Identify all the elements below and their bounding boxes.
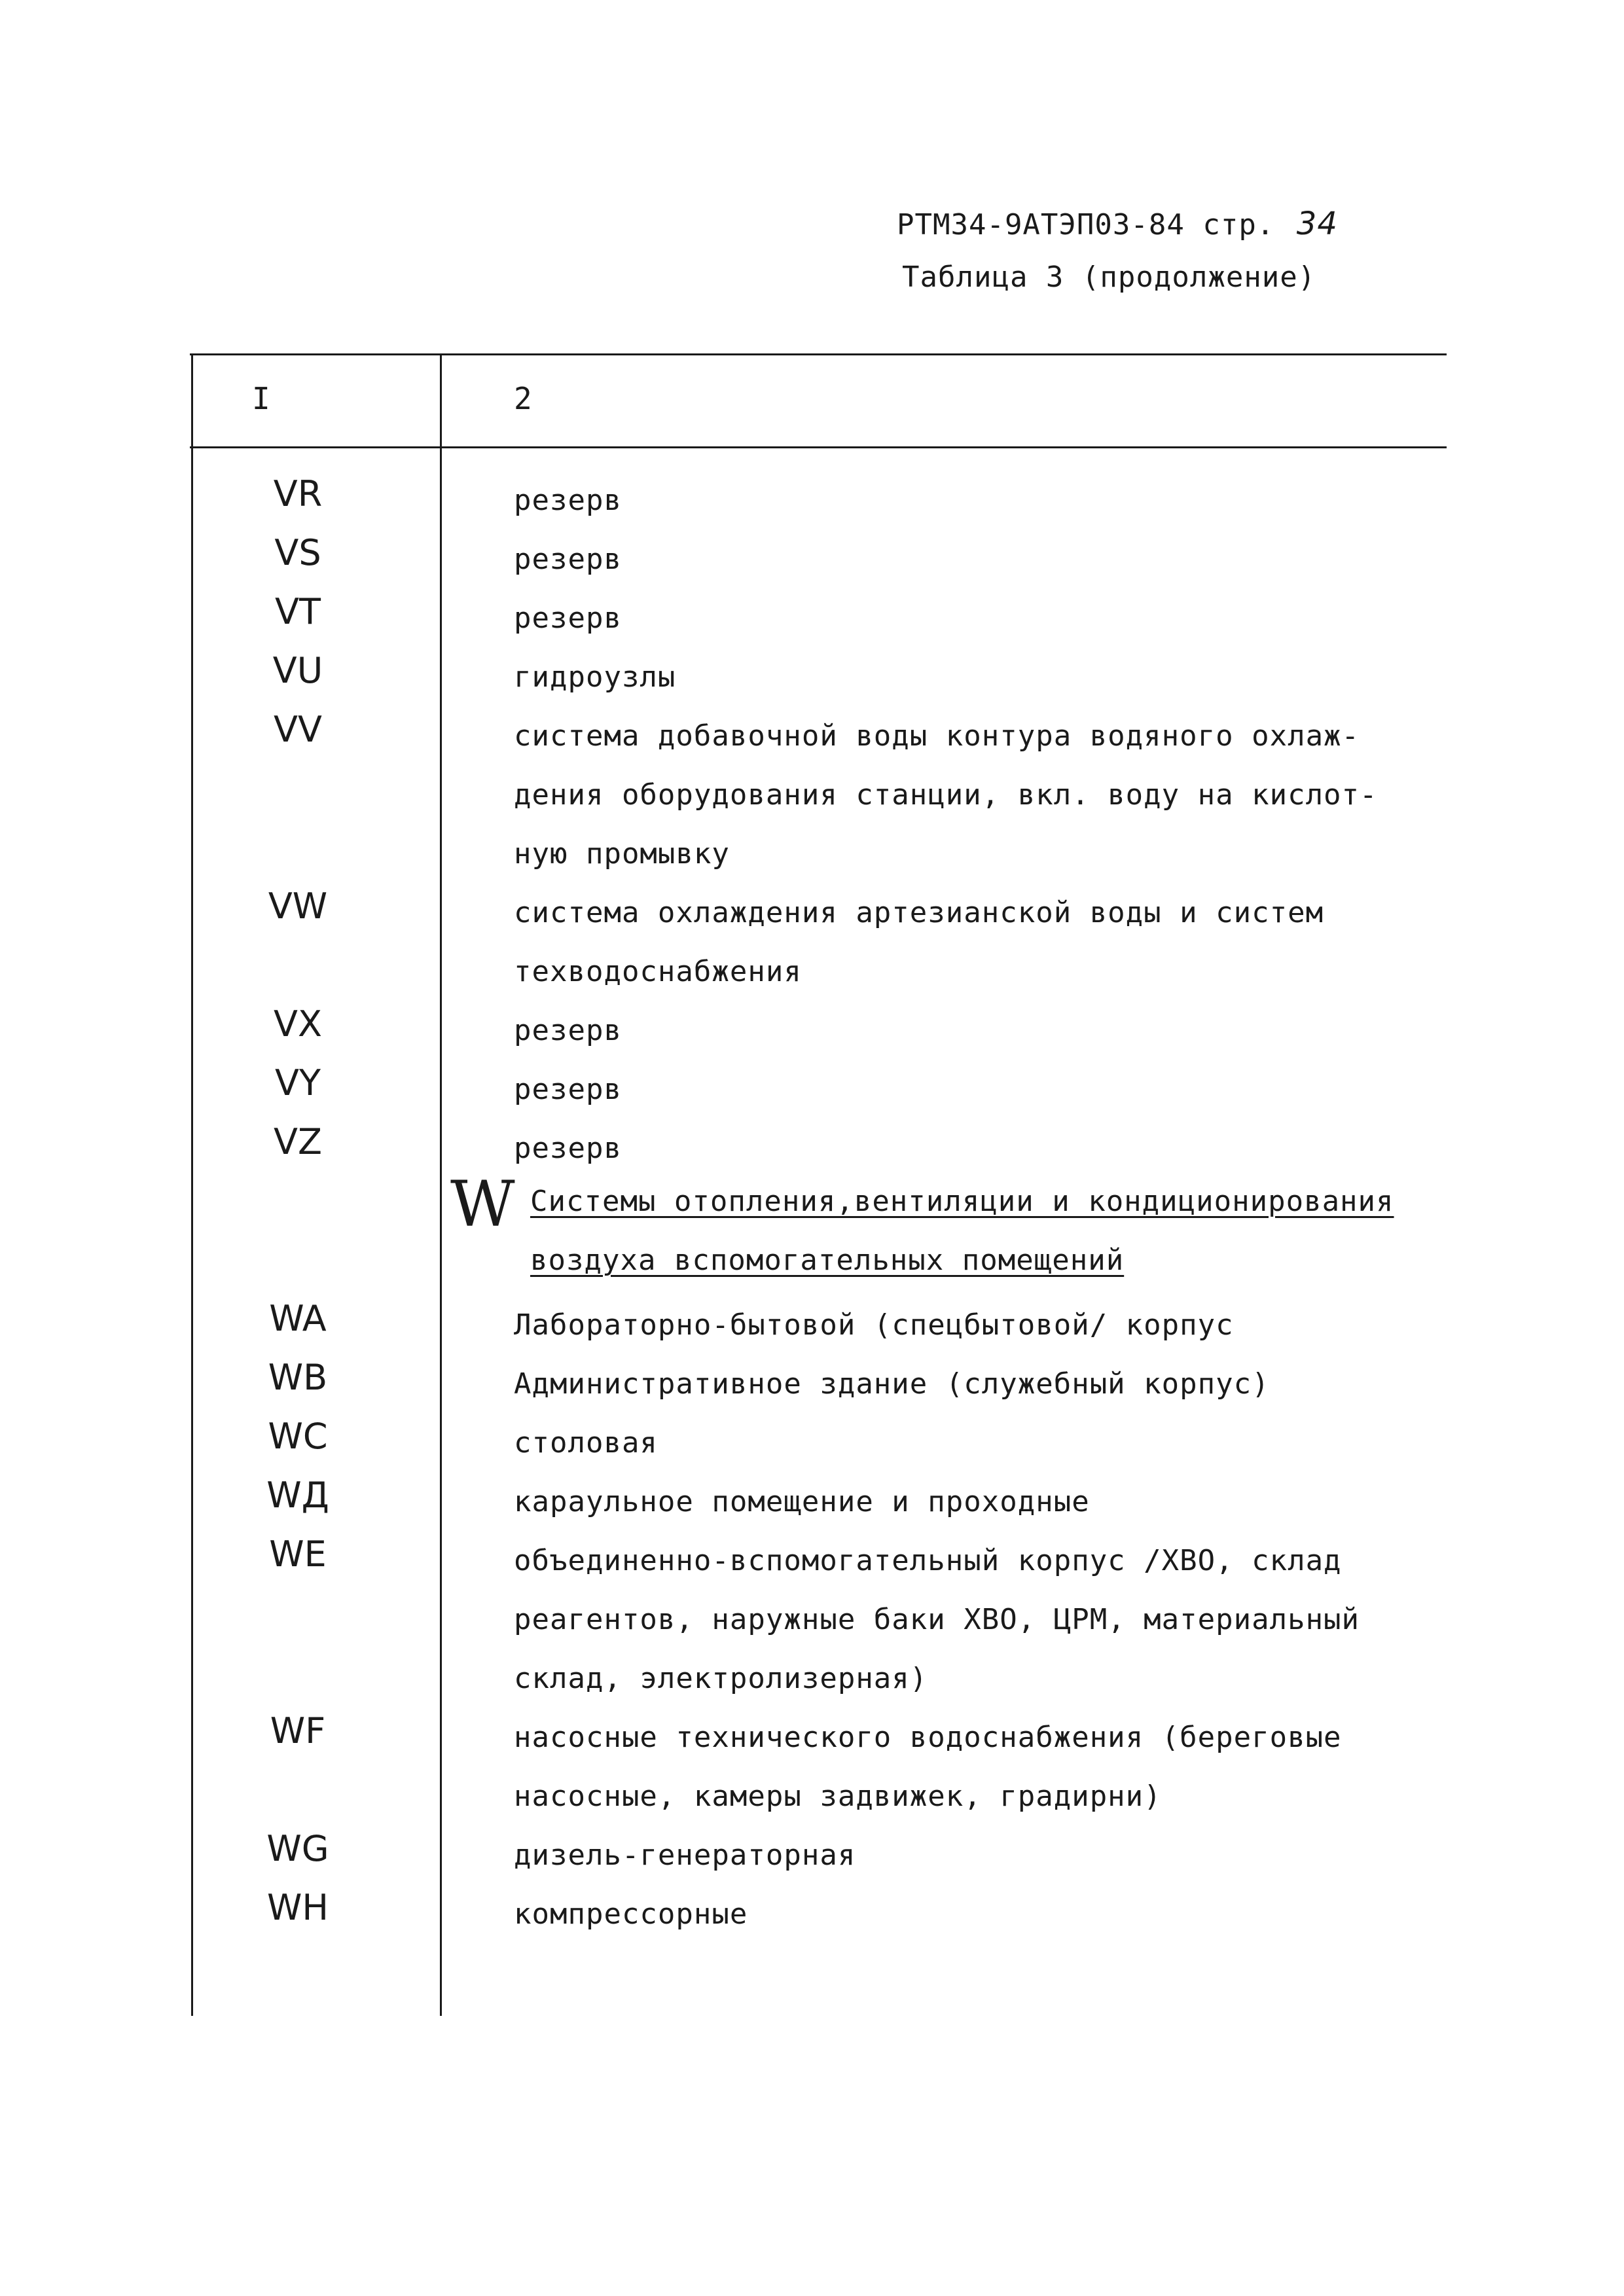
section-title-line-2: воздуха вспомогательных помещений <box>530 1244 1125 1277</box>
row-description: Лабораторно-бытовой (спецбытовой/ корпус <box>514 1308 1234 1342</box>
row-description: насосные технического водоснабжения (береговые <box>514 1721 1342 1754</box>
row-code: VV <box>274 709 322 750</box>
row-description: резерв <box>514 543 622 576</box>
row-description: насосные, камеры задвижек, градирни) <box>514 1780 1162 1813</box>
table-row <box>0 1296 1624 1355</box>
document-code <box>897 208 1338 240</box>
table-row <box>0 648 1624 707</box>
row-description: столовая <box>514 1426 658 1460</box>
row-code: WF <box>270 1710 326 1751</box>
column-header-1: I <box>252 381 270 416</box>
table-row-continuation <box>0 825 1624 884</box>
row-description: система добавочной воды контура водяного охлаж- <box>514 719 1360 753</box>
table-row <box>0 1001 1624 1060</box>
table-header-rule <box>190 446 1447 448</box>
table-row <box>0 530 1624 589</box>
table-row <box>0 1060 1624 1119</box>
row-description: резерв <box>514 1073 622 1106</box>
row-description: компрессорные <box>514 1897 748 1931</box>
row-description: резерв <box>514 601 622 635</box>
section-letter: W <box>450 1168 515 1241</box>
row-code: VW <box>268 886 328 927</box>
row-description: реагентов, наружные баки ХВО, ЦРМ, материальный <box>514 1603 1360 1636</box>
table-row <box>0 1473 1624 1532</box>
table-row <box>0 707 1624 766</box>
table-row-continuation <box>0 766 1624 825</box>
row-code: WC <box>268 1416 328 1457</box>
table-row <box>0 1826 1624 1885</box>
row-code: VY <box>275 1062 321 1103</box>
row-code: VT <box>275 591 321 632</box>
row-description: караульное помещение и проходные <box>514 1485 1090 1518</box>
table-row <box>0 1414 1624 1473</box>
row-description: ную промывку <box>514 837 730 870</box>
row-description: гидроузлы <box>514 660 676 694</box>
row-description: склад, электролизерная) <box>514 1662 928 1695</box>
row-description: резерв <box>514 1014 622 1047</box>
row-code: VX <box>274 1003 322 1045</box>
table-caption: Таблица 3 (продолжение) <box>902 260 1316 294</box>
section-title-line-1: Системы отопления,вентиляции и кондиционирования <box>530 1185 1394 1218</box>
row-code: VU <box>272 650 323 691</box>
row-code: WB <box>268 1357 328 1398</box>
document-code-text: РТМ34-9АТЭП03-84 стр. <box>897 208 1275 242</box>
table-row <box>0 1532 1624 1590</box>
table-row <box>0 1708 1624 1767</box>
row-description: техводоснабжения <box>514 955 802 988</box>
row-description: дения оборудования станции, вкл. воду на кислот- <box>514 778 1378 812</box>
table-row <box>0 471 1624 530</box>
table-row <box>0 589 1624 648</box>
row-code: WG <box>266 1828 329 1869</box>
row-code: WE <box>269 1534 327 1575</box>
table-top-rule <box>190 353 1447 355</box>
row-description: резерв <box>514 1132 622 1165</box>
row-description: система охлаждения артезианской воды и систем <box>514 896 1324 929</box>
row-code: VZ <box>274 1121 322 1162</box>
table-row <box>0 1885 1624 1944</box>
row-code: VR <box>273 473 323 514</box>
row-code: WД <box>266 1475 329 1516</box>
row-description: Административное здание (служебный корпус) <box>514 1367 1270 1401</box>
table-row-continuation <box>0 942 1624 1001</box>
row-description: дизель-генераторная <box>514 1839 856 1872</box>
table-row <box>0 1119 1624 1178</box>
column-header-2: 2 <box>514 381 532 416</box>
table-row <box>0 1355 1624 1414</box>
row-description: объединенно-вспомогательный корпус /ХВО, склад <box>514 1544 1342 1577</box>
table-row-continuation <box>0 1590 1624 1649</box>
table-row <box>0 884 1624 942</box>
table-row-continuation <box>0 1767 1624 1826</box>
row-code: VS <box>274 532 321 573</box>
row-description: резерв <box>514 484 622 517</box>
row-code: WH <box>267 1887 329 1928</box>
page-number: 34 <box>1296 206 1338 242</box>
table-row-continuation <box>0 1649 1624 1708</box>
row-code: WA <box>269 1298 327 1339</box>
